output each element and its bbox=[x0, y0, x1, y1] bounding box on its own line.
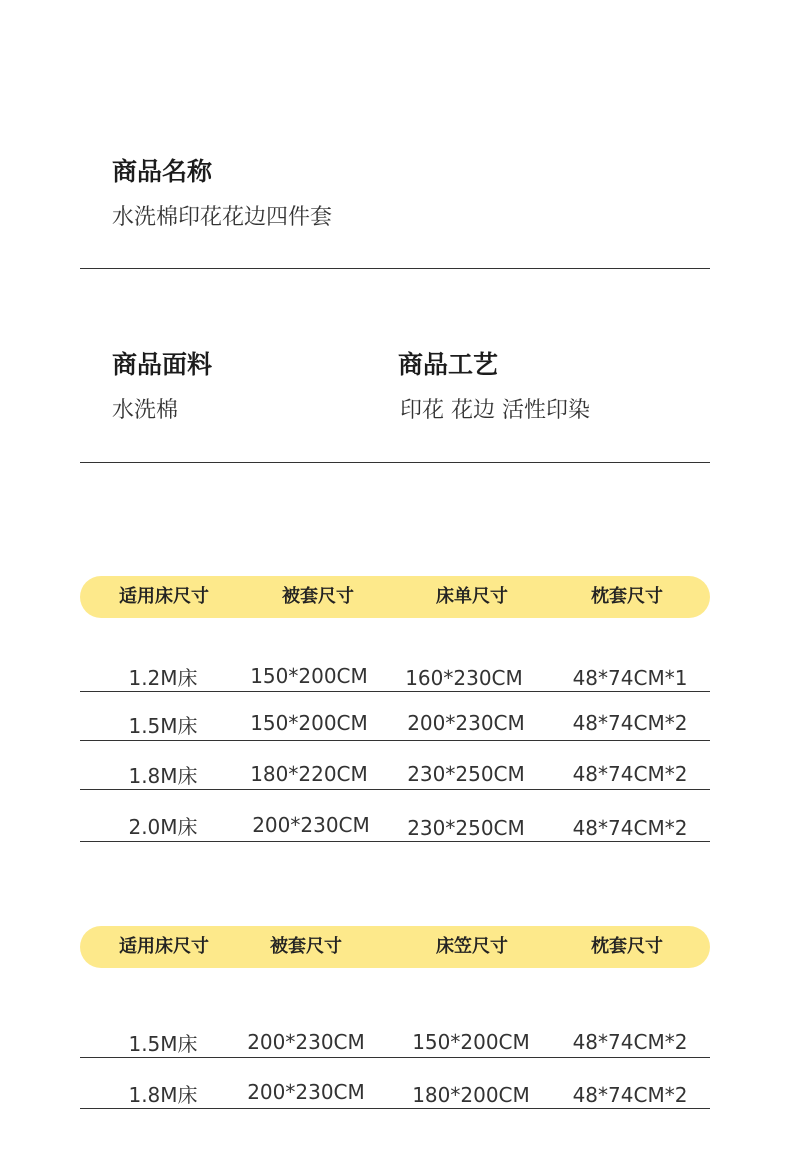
sheet-size-cell: 230*250CM bbox=[407, 762, 525, 786]
duvet-size-cell: 200*230CM bbox=[247, 1030, 365, 1054]
header-bed-size: 适用床尺寸 bbox=[119, 936, 209, 957]
pillowcase-size-cell: 48*74CM*2 bbox=[572, 816, 688, 840]
row-divider bbox=[80, 789, 710, 790]
section-divider bbox=[80, 462, 710, 463]
table-row bbox=[80, 1059, 710, 1109]
bed-size-cell: 1.8M床 bbox=[128, 1083, 198, 1107]
pillowcase-size-cell: 48*74CM*2 bbox=[572, 1083, 688, 1107]
craft-label: 商品工艺 bbox=[398, 350, 499, 379]
craft-value: 印花 花边 活性印染 bbox=[400, 398, 590, 423]
section-divider bbox=[80, 268, 710, 269]
table-row bbox=[80, 740, 710, 790]
header-duvet-size: 被套尺寸 bbox=[270, 936, 342, 957]
fabric-label: 商品面料 bbox=[112, 350, 213, 379]
duvet-size-cell: 150*200CM bbox=[250, 711, 368, 735]
pillowcase-size-cell: 48*74CM*2 bbox=[572, 762, 688, 786]
duvet-size-cell: 200*230CM bbox=[247, 1080, 365, 1104]
fitted-sheet-size-cell: 150*200CM bbox=[412, 1030, 530, 1054]
header-bed-size: 适用床尺寸 bbox=[119, 586, 209, 607]
bed-size-cell: 1.8M床 bbox=[128, 764, 198, 788]
size-table-2-header bbox=[80, 926, 710, 968]
table-row bbox=[80, 792, 710, 842]
header-duvet-size: 被套尺寸 bbox=[282, 586, 354, 607]
header-pillowcase-size: 枕套尺寸 bbox=[591, 586, 663, 607]
duvet-size-cell: 150*200CM bbox=[250, 664, 368, 688]
size-table-1-header bbox=[80, 576, 710, 618]
bed-size-cell: 2.0M床 bbox=[128, 815, 198, 839]
table-row bbox=[80, 691, 710, 741]
fabric-value: 水洗棉 bbox=[112, 398, 179, 423]
duvet-size-cell: 180*220CM bbox=[250, 762, 368, 786]
table-row bbox=[80, 1008, 710, 1058]
header-sheet-size: 床单尺寸 bbox=[436, 586, 508, 607]
pillowcase-size-cell: 48*74CM*2 bbox=[572, 711, 688, 735]
bed-size-cell: 1.5M床 bbox=[128, 1032, 198, 1056]
header-pillowcase-size: 枕套尺寸 bbox=[591, 936, 663, 957]
duvet-size-cell: 200*230CM bbox=[252, 813, 370, 837]
fitted-sheet-size-cell: 180*200CM bbox=[412, 1083, 530, 1107]
row-divider bbox=[80, 1108, 710, 1109]
sheet-size-cell: 200*230CM bbox=[407, 711, 525, 735]
sheet-size-cell: 160*230CM bbox=[405, 666, 523, 690]
header-fitted-sheet-size: 床笠尺寸 bbox=[436, 936, 508, 957]
table-row bbox=[80, 642, 710, 692]
row-divider bbox=[80, 1057, 710, 1058]
row-divider bbox=[80, 841, 710, 842]
product-name-value: 水洗棉印花花边四件套 bbox=[112, 205, 333, 230]
pillowcase-size-cell: 48*74CM*2 bbox=[572, 1030, 688, 1054]
pillowcase-size-cell: 48*74CM*1 bbox=[572, 666, 688, 690]
bed-size-cell: 1.5M床 bbox=[128, 714, 198, 738]
product-name-label: 商品名称 bbox=[112, 157, 213, 186]
sheet-size-cell: 230*250CM bbox=[407, 816, 525, 840]
bed-size-cell: 1.2M床 bbox=[128, 666, 198, 690]
